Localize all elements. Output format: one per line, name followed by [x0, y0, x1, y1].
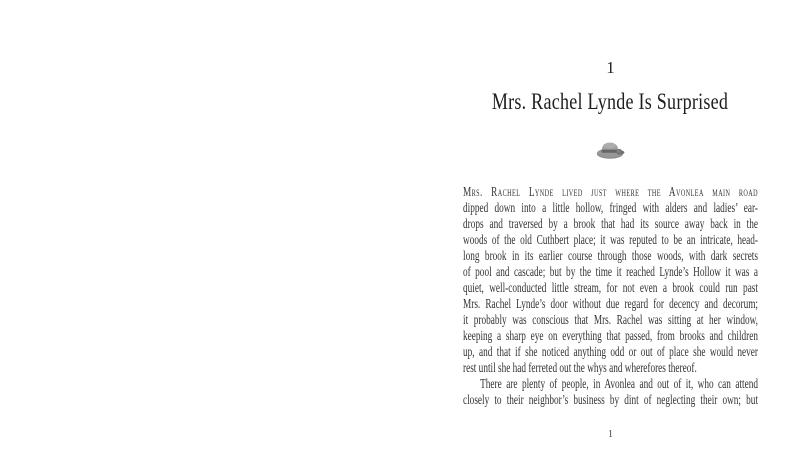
- text-line: drops and traversed by a brook that had its source away back in the: [463, 216, 758, 231]
- text-line: keeping a sharp eye on everything that passed, from brooks and children: [463, 328, 758, 343]
- text-line: There are plenty of people, in Avonlea and out of it, who can attend: [480, 376, 758, 391]
- text-line: Mrs. Rachel Lynde lived just where the Avonlea main road: [463, 184, 758, 199]
- chapter-number: 1: [606, 58, 615, 77]
- text-line: quiet, well-conducted little stream, for not even a brook could run past: [463, 280, 758, 295]
- body-text: [463, 184, 758, 408]
- text-line: Mrs. Rachel Lynde’s door without due regard for decency and decorum;: [463, 296, 758, 311]
- page-number: 1: [608, 429, 613, 440]
- paragraph: [463, 184, 758, 376]
- text-line: long brook in its earlier course through those woods, with dark secrets: [463, 248, 758, 263]
- text-line: it probably was conscious that Mrs. Rachel was sitting at her window,: [463, 312, 758, 327]
- hat-icon: [596, 139, 626, 160]
- text-line: woods of the old Cuthbert place; it was reputed to be an intricate, head-: [463, 232, 758, 247]
- text-line: closely to their neighbor’s business by dint of neglecting their own; but: [463, 392, 758, 407]
- text-line: of pool and cascade; but by the time it reached Lynde’s Hollow it was a: [463, 264, 758, 279]
- chapter-title: Mrs. Rachel Lynde Is Surprised: [491, 89, 729, 114]
- text-line: dipped down into a little hollow, fringed with alders and ladies’ ear-: [463, 200, 758, 215]
- paragraph: [463, 376, 758, 408]
- text-line: up, and that if she noticed anything odd or out of place she would never: [463, 344, 758, 359]
- text-line: rest until she had ferreted out the whys and wherefores thereof.: [463, 360, 697, 375]
